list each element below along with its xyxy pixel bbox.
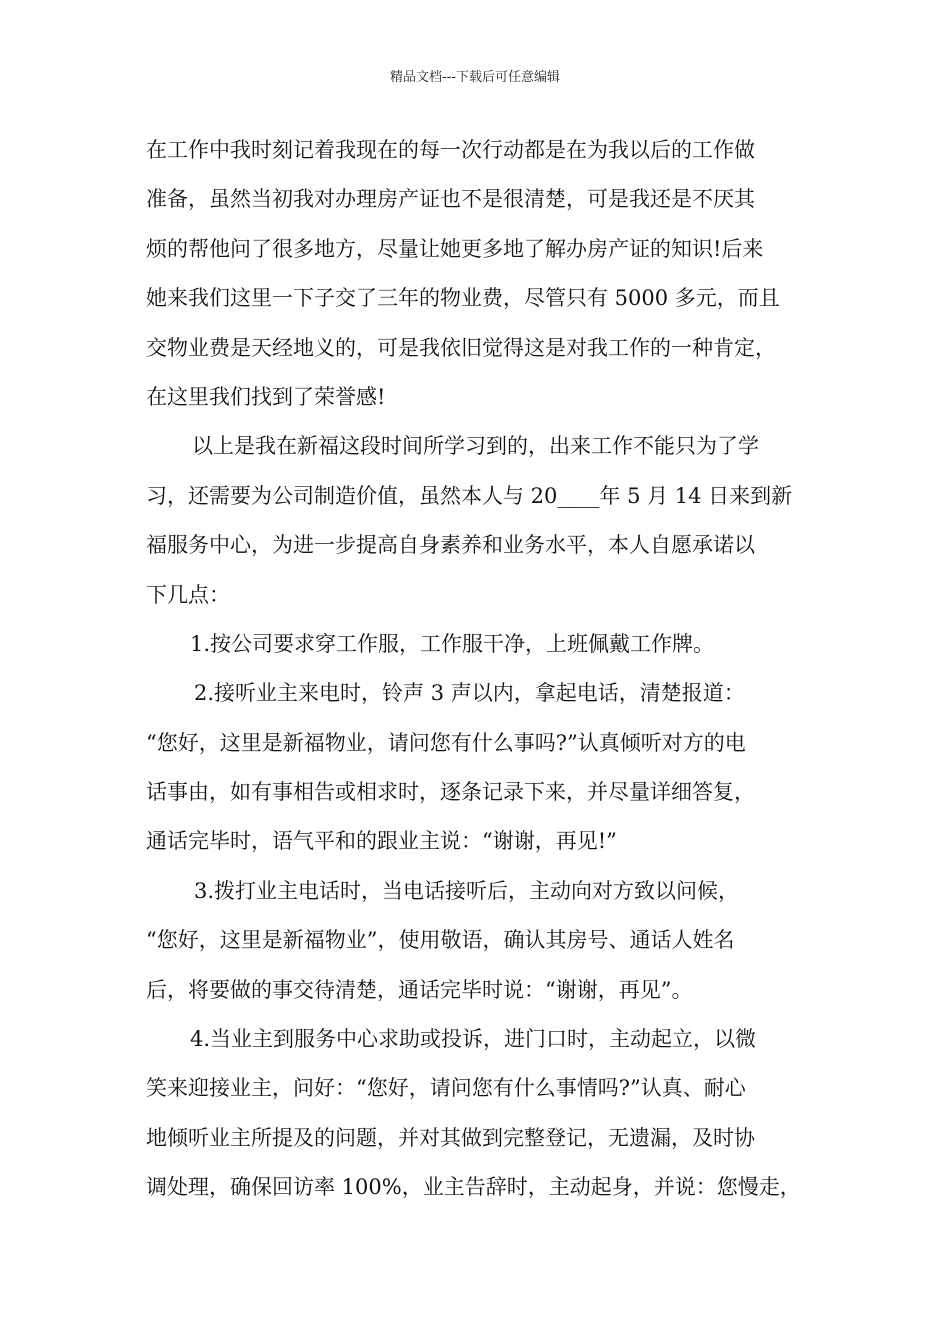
list-item-1-line: 1.按公司要求穿工作服，工作服干净，上班佩戴工作牌。 [190, 631, 715, 656]
list-item-4-line: 4.当业主到服务中心求助或投诉，进门口时，主动起立，以微 [190, 1027, 757, 1052]
body-text [146, 126, 836, 1213]
text-line: “您好，这里是新福物业，请问您有什么事吗?”认真倾听对方的电 [146, 730, 746, 755]
text-line: 福服务中心，为进一步提高自身素养和业务水平，本人自愿承诺以 [146, 533, 755, 558]
text-line: 通话完毕时，语气平和的跟业主说：“谢谢，再见!” [146, 829, 617, 854]
text-line: 准备，虽然当初我对办理房产证也不是很清楚，可是我还是不厌其 [146, 187, 755, 212]
page-header: 精品文档---下载后可任意编辑 [389, 70, 561, 85]
text-line: 调处理，确保回访率 100%，业主告辞时，主动起身，并说：您慢走， [146, 1175, 801, 1200]
text-line: 烦的帮他问了很多地方，尽量让她更多地了解办房产证的知识!后来 [146, 236, 764, 261]
text-line: 后，将要做的事交待清楚，通话完毕时说：“谢谢，再见”。 [146, 977, 693, 1002]
text-line: 话事由，如有事相告或相求时，逐条记录下来，并尽量详细答复， [146, 780, 755, 805]
paragraph-start-line: 以上是我在新福这段时间所学习到的，出来工作不能只为了学 [192, 434, 759, 459]
text-line: 习，还需要为公司制造价值，虽然本人与 20____年 5 月 14 日来到新 [146, 483, 793, 508]
text-line: “您好，这里是新福物业”，使用敬语，确认其房号、通话人姓名 [146, 928, 735, 953]
text-line: 她来我们这里一下子交了三年的物业费，尽管只有 5000 多元，而且 [146, 286, 780, 311]
text-line: 交物业费是天经地义的，可是我依旧觉得这是对我工作的一种肯定， [146, 335, 776, 360]
text-line: 笑来迎接业主，问好：“您好，请问您有什么事情吗?”认真、耐心 [146, 1076, 746, 1101]
text-line: 地倾听业主所提及的问题，并对其做到完整登记，无遗漏，及时协 [146, 1125, 755, 1150]
list-item-2-line: 2.接听业主来电时，铃声 3 声以内，拿起电话，清楚报道： [194, 681, 745, 706]
text-line: 在工作中我时刻记着我现在的每一次行动都是在为我以后的工作做 [146, 138, 755, 162]
text-line: 下几点： [146, 582, 230, 607]
text-line: 在这里我们找到了荣誉感! [146, 384, 386, 409]
list-item-3-line: 3.拨打业主电话时，当电话接听后，主动向对方致以问候， [194, 878, 740, 903]
